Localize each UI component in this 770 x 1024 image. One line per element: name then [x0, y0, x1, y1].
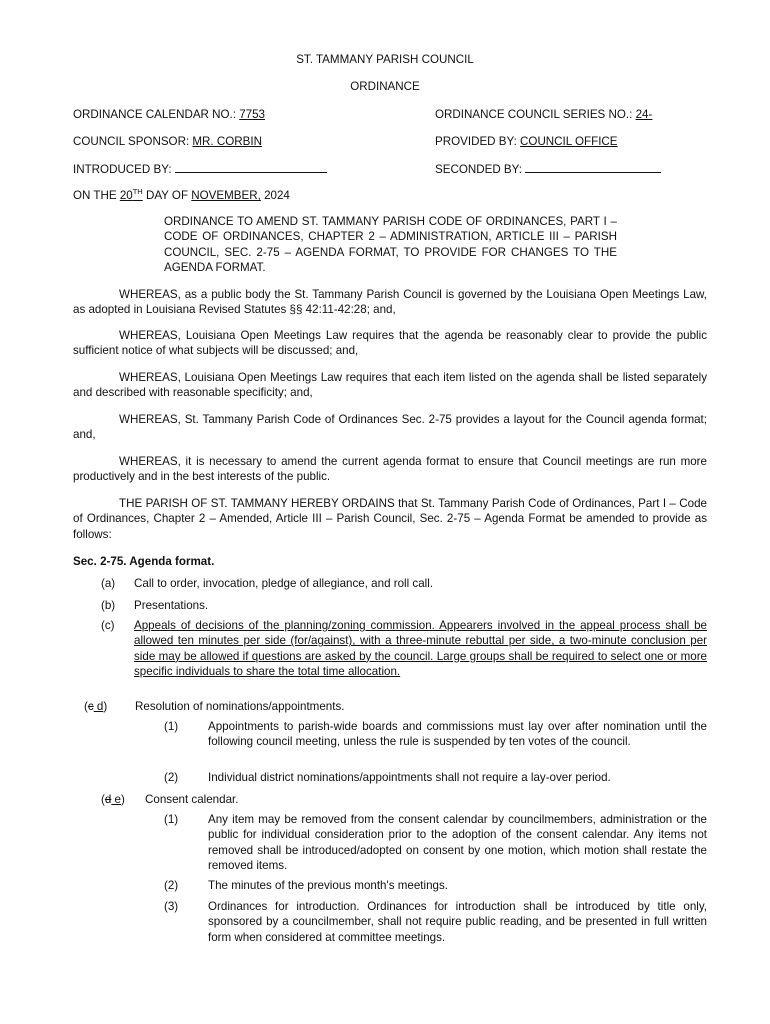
introduced-by-blank: [175, 161, 327, 173]
meeting-date: ON THE 20TH DAY OF NOVEMBER, 2024: [73, 187, 290, 202]
provided-by-value: COUNCIL OFFICE: [520, 135, 618, 148]
introduced-by-field: INTRODUCED BY:: [73, 161, 327, 177]
item-c-text: Appeals of decisions of the planning/zoning commission. Appearers involved in the appeal process shall be allowed ten minutes per side (for/against), with a three-minute rebuttal per side, a two-minute conclusion per side may be allowed if questions are asked by the council. Large groups shall be required to select one or more specific individuals to share the total time allocation.: [134, 619, 707, 679]
item-d2-label: (2): [164, 771, 179, 784]
item-d-inserted-letter: d: [93, 700, 104, 713]
item-a-text: Call to order, invocation, pledge of allegiance, and roll call.: [134, 577, 434, 590]
ordains-clause: THE PARISH OF ST. TAMMANY HEREBY ORDAINS that St. Tammany Parish Code of Ordinances, Part I – Code of Ordinances, Chapter 2 – Amended, Article III – Parish Council, Sec. 2-75 – Agenda Format be amended to provide as follows:: [73, 497, 707, 541]
item-d1-text: Appointments to parish-wide boards and commissions must lay over after nomination until the following council meeting, unless the rule is suspended by ten votes of the council.: [208, 720, 707, 749]
item-d-label: (c d): [84, 700, 108, 713]
item-a-label: (a): [101, 577, 116, 590]
item-d2-text: Individual district nominations/appointments shall not require a lay-over period.: [208, 771, 611, 784]
calendar-number-value: 7753: [239, 108, 265, 121]
item-c-label: (c): [101, 619, 115, 632]
ordinance-title-block: ORDINANCE TO AMEND ST. TAMMANY PARISH CODE OF ORDINANCES, PART I – CODE OF ORDINANCES, CHAPTER 2 – ADMINISTRATION, ARTICLE III – PARISH COUNCIL, SEC. 2-75 – AGENDA FORMAT, TO PROVIDE FOR CHANGES TO THE AGENDA FORMAT.: [164, 215, 617, 275]
whereas-clause-1: WHEREAS, as a public body the St. Tammany Parish Council is governed by the Louisiana Open Meetings Law, as adopted in Louisiana Revised Statutes §§ 42:11-42:28; and,: [73, 288, 707, 317]
whereas-clause-2: WHEREAS, Louisiana Open Meetings Law requires that the agenda be reasonably clear to provide the public sufficient notice of what subjects will be discussed; and,: [73, 329, 707, 358]
item-d1-label: (1): [164, 720, 179, 733]
seconded-by-blank: [525, 161, 661, 173]
item-e-label: (d e): [101, 793, 125, 806]
item-e-text: Consent calendar.: [145, 793, 239, 806]
item-e-inserted-letter: e: [111, 793, 121, 806]
whereas-clause-3: WHEREAS, Louisiana Open Meetings Law requires that each item listed on the agenda shall be listed separately and described with reasonable specificity; and,: [73, 371, 707, 400]
item-b-text: Presentations.: [134, 599, 209, 612]
meeting-day: 20TH: [119, 187, 143, 202]
council-sponsor-field: COUNCIL SPONSOR: MR. CORBIN: [73, 135, 262, 148]
seconded-by-field: SECONDED BY:: [435, 161, 661, 177]
item-e-deleted-letter: d: [104, 793, 112, 806]
item-e2-text: The minutes of the previous month's meetings.: [208, 879, 449, 892]
item-e2-label: (2): [164, 879, 179, 892]
item-b-label: (b): [101, 599, 116, 612]
section-heading: Sec. 2-75. Agenda format.: [73, 555, 215, 568]
item-d-text: Resolution of nominations/appointments.: [135, 700, 345, 713]
council-sponsor-value: MR. CORBIN: [192, 135, 262, 148]
council-heading: ST. TAMMANY PARISH COUNCIL: [296, 53, 474, 66]
item-e3-text: Ordinances for introduction. Ordinances for introduction shall be introduced by title only, sponsored by a councilmember, shall not require public reading, and be presented in full written form when considered at committee meetings.: [208, 900, 707, 944]
document-type-heading: ORDINANCE: [350, 80, 420, 93]
item-e3-label: (3): [164, 900, 179, 913]
meeting-month: NOVEMBER,: [191, 189, 261, 202]
provided-by-field: PROVIDED BY: COUNCIL OFFICE: [435, 135, 618, 148]
series-number-field: ORDINANCE COUNCIL SERIES NO.: 24-: [435, 107, 680, 122]
whereas-clause-5: WHEREAS, it is necessary to amend the current agenda format to ensure that Council meetings are run more productively and in the best interests of the public.: [73, 455, 707, 484]
calendar-number-field: ORDINANCE CALENDAR NO.: 7753: [73, 108, 265, 121]
item-e1-text: Any item may be removed from the consent calendar by councilmembers, administration or the public for individual consideration prior to the adoption of the consent calendar. Any items not removed shall be introduced/adopted on consent by one motion, which motion shall restate the removed items.: [208, 813, 707, 873]
series-number-value: 24-: [635, 108, 653, 121]
item-d-deleted-letter: c: [87, 700, 94, 713]
whereas-clause-4: WHEREAS, St. Tammany Parish Code of Ordinances Sec. 2-75 provides a layout for the Council agenda format; and,: [73, 413, 707, 442]
item-e1-label: (1): [164, 813, 179, 826]
